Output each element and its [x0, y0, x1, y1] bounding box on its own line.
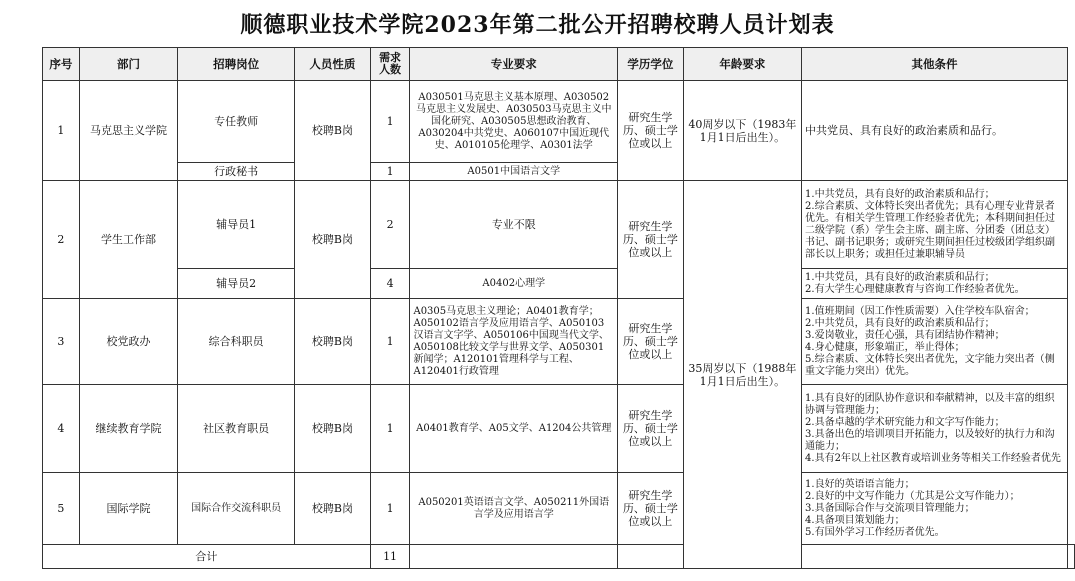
other-cell	[802, 473, 1068, 545]
nature-cell: 校聘B岗	[295, 385, 370, 473]
age-cell: 35周岁以下（1988年1月1日后出生）。	[683, 181, 801, 569]
age-cell: 40周岁以下（1983年1月1日后出生）。	[683, 81, 801, 181]
major-cell: A050201英语语言文学、A050211外国语言学及应用语言学	[410, 473, 618, 545]
major-cell: A0501中国语言文学	[410, 163, 618, 181]
nature-cell: 校聘B岗	[295, 181, 370, 299]
dept-cell: 学生工作部	[79, 181, 177, 299]
other-cell: 中共党员、具有良好的政治素质和品行。	[802, 81, 1068, 181]
dept-cell: 国际学院	[79, 473, 177, 545]
count-cell: 1	[370, 473, 410, 545]
seq-cell: 2	[43, 181, 80, 299]
other-cell	[802, 299, 1068, 385]
major-cell: A030501马克思主义基本原理、A030502马克思主义发展史、A030503马克思主义中国化研究、A030505思想政治教育、A030204中共党史、A060107中国近现代史、A010105伦理学、A0301法学	[410, 81, 618, 163]
major-cell: A0402心理学	[410, 269, 618, 299]
count-cell: 1	[370, 299, 410, 385]
other-line: 5.综合素质、文体特长突出者优先，文字能力突出者（侧重文字能力突出）优先。	[805, 353, 1055, 377]
header-row	[43, 48, 1075, 81]
nature-cell: 校聘B岗	[295, 299, 370, 385]
empty-cell	[1068, 545, 1075, 569]
other-cell	[802, 269, 1068, 299]
other-line: 4.身心健康，形象端正，举止得体；	[805, 341, 965, 353]
other-line: 2.有大学生心理健康教育与咨询工作经验者优先。	[805, 283, 1025, 295]
total-row	[43, 545, 1075, 569]
recruitment-plan-table	[42, 47, 1075, 569]
other-line: 2.良好的中文写作能力（尤其是公文写作能力）；	[805, 490, 1020, 502]
table-row	[43, 473, 1075, 545]
major-cell: 专业不限	[410, 181, 618, 269]
header-cell: 序号	[43, 48, 80, 81]
edu-cell: 研究生学历、硕士学位或以上	[618, 299, 684, 385]
dept-cell: 校党政办	[79, 299, 177, 385]
position-cell: 国际合作交流科职员	[178, 473, 295, 545]
seq-cell: 4	[43, 385, 80, 473]
count-cell: 1	[370, 163, 410, 181]
other-line: 1.中共党员，具有良好的政治素质和品行；	[805, 188, 995, 200]
header-cell: 需求人数	[370, 48, 410, 81]
empty-cell	[618, 545, 684, 569]
other-line: 1.具有良好的团队协作意识和奉献精神，以及丰富的组织协调与管理能力；	[805, 392, 1055, 416]
dept-cell: 马克思主义学院	[79, 81, 177, 181]
table-row	[43, 181, 1075, 269]
count-cell: 4	[370, 269, 410, 299]
nature-cell: 校聘B岗	[295, 473, 370, 545]
table-row	[43, 81, 1075, 163]
major-cell: A0305马克思主义理论；A0401教育学；A050102语言学及应用语言学、A050103汉语言文字学、A050106中国现当代文学、A050108比较文学与世界文学、A050301新闻学；A120101管理科学与工程、A120401行政管理	[410, 299, 618, 385]
edu-cell: 研究生学历、硕士学位或以上	[618, 81, 684, 181]
edu-cell: 研究生学历、硕士学位或以上	[618, 385, 684, 473]
header-cell: 其他条件	[802, 48, 1068, 81]
count-cell: 1	[370, 385, 410, 473]
other-line: 2.具备卓越的学术研究能力和文字写作能力；	[805, 416, 1005, 428]
other-line: 3.具备国际合作与交流项目管理能力；	[805, 502, 975, 514]
position-cell: 专任教师	[178, 81, 295, 163]
position-cell: 社区教育职员	[178, 385, 295, 473]
empty-cell	[802, 545, 1068, 569]
empty-cell	[410, 545, 618, 569]
edu-cell: 研究生学历、硕士学位或以上	[618, 473, 684, 545]
position-cell: 辅导员2	[178, 269, 295, 299]
other-line: 3.爱岗敬业，责任心强，具有团结协作精神；	[805, 329, 1005, 341]
other-cell	[802, 181, 1068, 269]
total-label: 合计	[43, 545, 371, 569]
position-cell: 辅导员1	[178, 181, 295, 269]
header-cell: 年龄要求	[683, 48, 801, 81]
seq-cell: 1	[43, 81, 80, 181]
other-line: 4.具有2年以上社区教育或培训业务等相关工作经验者优先	[805, 452, 1061, 464]
total-count: 11	[370, 545, 410, 569]
other-line: 1.良好的英语语言能力；	[805, 478, 915, 490]
seq-cell: 5	[43, 473, 80, 545]
other-line: 2.中共党员，具有良好的政治素质和品行；	[805, 317, 995, 329]
position-cell: 综合科职员	[178, 299, 295, 385]
table-row	[43, 385, 1075, 473]
header-cell: 专业要求	[410, 48, 618, 81]
header-cell: 招聘岗位	[178, 48, 295, 81]
page-title: 顺德职业技术学院2023年第二批公开招聘校聘人员计划表	[240, 12, 835, 38]
count-cell: 2	[370, 181, 410, 269]
seq-cell: 3	[43, 299, 80, 385]
count-cell: 1	[370, 81, 410, 163]
major-cell: A0401教育学、A05文学、A1204公共管理	[410, 385, 618, 473]
other-line: 1.中共党员，具有良好的政治素质和品行；	[805, 271, 995, 283]
table-row	[43, 269, 1075, 299]
other-line: 5.有国外学习工作经历者优先。	[805, 526, 945, 538]
position-cell: 行政秘书	[178, 163, 295, 181]
nature-cell: 校聘B岗	[295, 81, 370, 181]
other-cell	[802, 385, 1068, 473]
header-cell: 学历学位	[618, 48, 684, 81]
other-line: 1.值班期间（因工作性质需要）入住学校车队宿舍；	[805, 305, 1035, 317]
header-cell: 人员性质	[295, 48, 370, 81]
header-cell: 部门	[79, 48, 177, 81]
other-line: 3.具备出色的培训项目开拓能力，以及较好的执行力和沟通能力；	[805, 428, 1055, 452]
dept-cell: 继续教育学院	[79, 385, 177, 473]
table-row	[43, 299, 1075, 385]
other-line: 4.具备项目策划能力；	[805, 514, 905, 526]
edu-cell: 研究生学历、硕士学位或以上	[618, 181, 684, 299]
other-line: 2.综合素质、文体特长突出者优先；具有心理专业背景者优先。有相关学生管理工作经验者优先；本科期间担任过二级学院（系）学生会主席、副主席、分团委（团总支）书记、副书记职务；或研究生期间担任过校级团学组织副部长以上职务；或担任过兼职辅导员	[805, 200, 1056, 260]
